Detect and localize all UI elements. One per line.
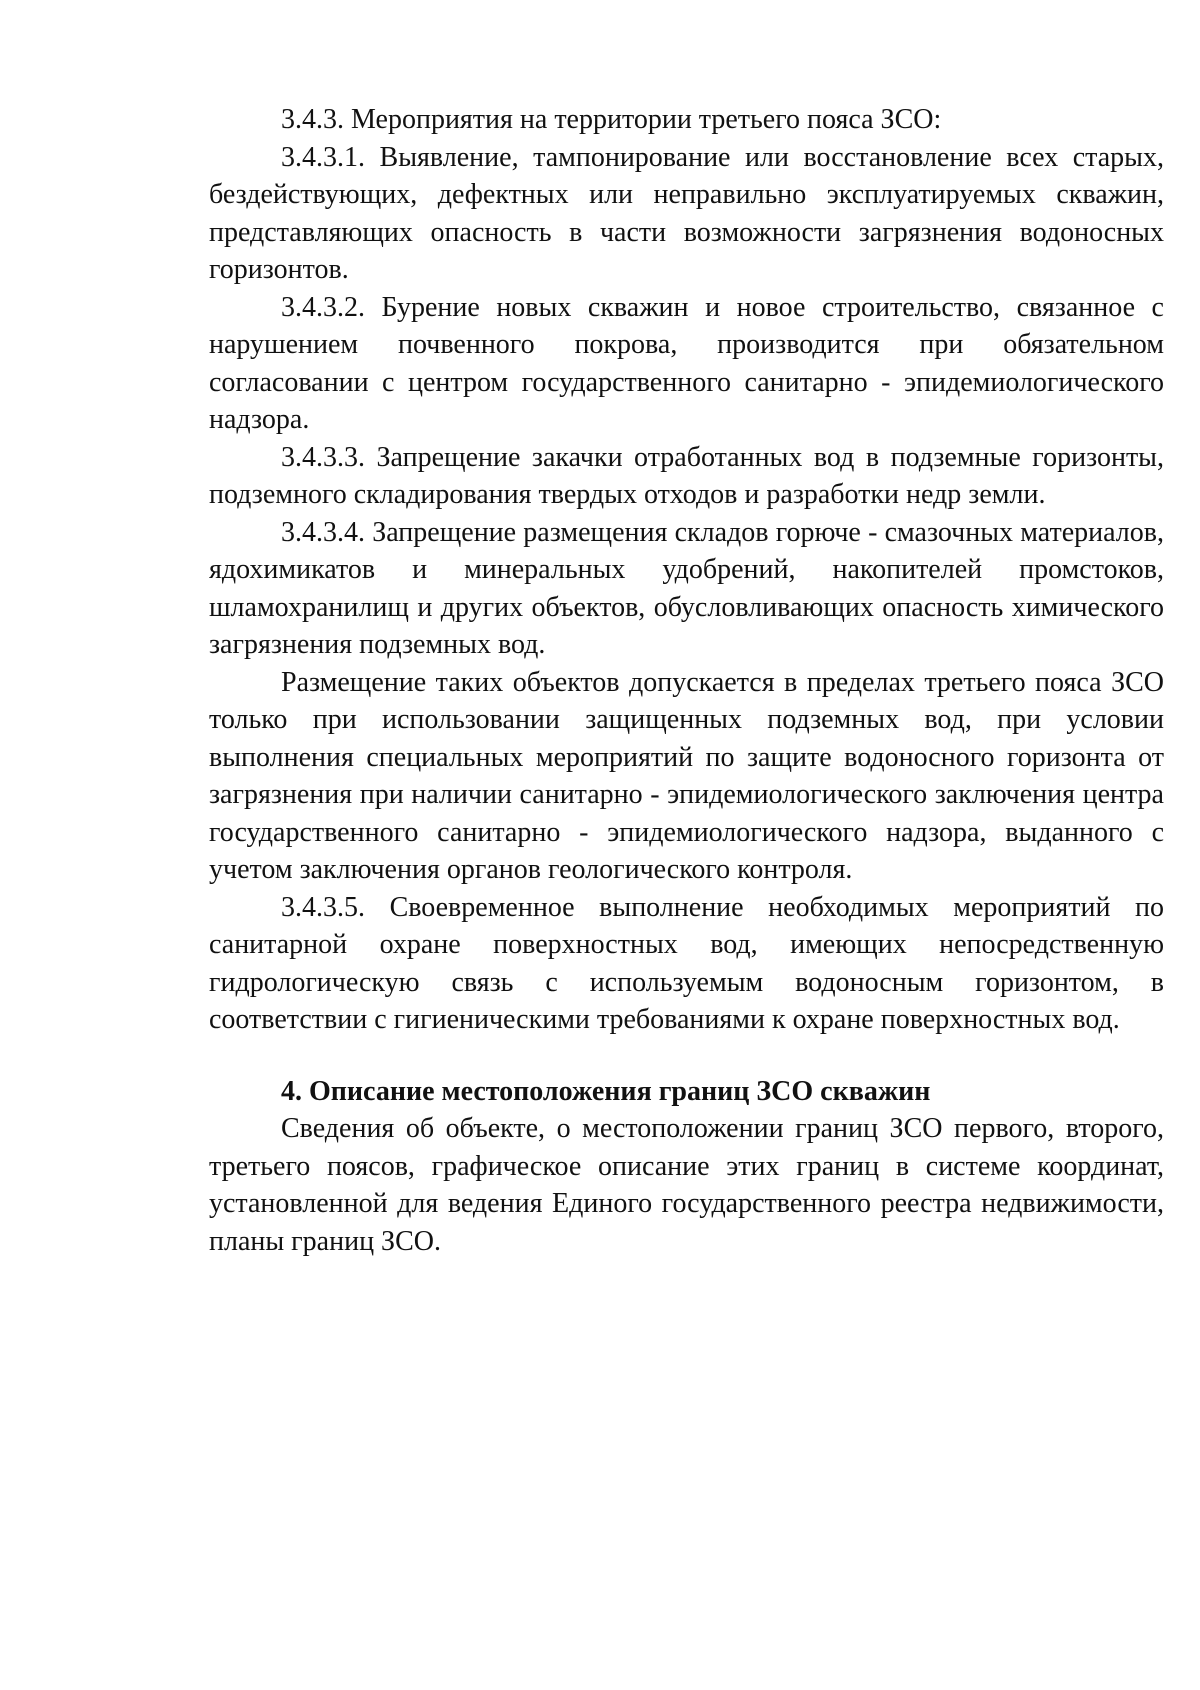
- section-4-paragraph: Сведения об объекте, о местоположении границ ЗСО первого, второго, третьего поясов, графическое описание этих границ в системе координат, установленной для ведения Единого государственного реестра недвижимости, планы границ ЗСО.: [209, 1113, 1164, 1257]
- document-page: [209, 101, 1164, 1260]
- section-4-heading: 4. Описание местоположения границ ЗСО скважин: [281, 1075, 931, 1107]
- paragraph-placement-conditions: Размещение таких объектов допускается в пределах третьего пояса ЗСО только при использовании защищенных подземных вод, при условии выполнения специальных мероприятий по защите водоносного горизонта от загрязнения при наличии санитарно - эпидемиологического заключения центра государственного санитарно - эпидемиологического надзора, выданного с учетом заключения органов геологического контроля.: [209, 666, 1164, 885]
- paragraph-3-4-3-2: 3.4.3.2. Бурение новых скважин и новое строительство, связанное с нарушением почвенного покрова, производится при обязательном согласовании с центром государственного санитарно - эпидемиологического надзора.: [209, 291, 1164, 435]
- paragraph-3-4-3-1: 3.4.3.1. Выявление, тампонирование или восстановление всех старых, бездействующих, дефектных или неправильно эксплуатируемых скважин, представляющих опасность в части возможности загрязнения водоносных горизонтов.: [209, 141, 1164, 285]
- paragraph-3-4-3-3: 3.4.3.3. Запрещение закачки отработанных вод в подземные горизонты, подземного складирования твердых отходов и разработки недр земли.: [209, 441, 1164, 510]
- paragraph-3-4-3: 3.4.3. Мероприятия на территории третьего пояса ЗСО:: [281, 104, 942, 135]
- paragraph-3-4-3-4: 3.4.3.4. Запрещение размещения складов горюче - смазочных материалов, ядохимикатов и минеральных удобрений, накопителей промстоков, шламохранилищ и других объектов, обусловливающих опасность химического загрязнения подземных вод.: [209, 516, 1164, 660]
- paragraph-3-4-3-5: 3.4.3.5. Своевременное выполнение необходимых мероприятий по санитарной охране поверхностных вод, имеющих непосредственную гидрологическую связь с используемым водоносным горизонтом, в соответствии с гигиеническими требованиями к охране поверхностных вод.: [209, 891, 1164, 1035]
